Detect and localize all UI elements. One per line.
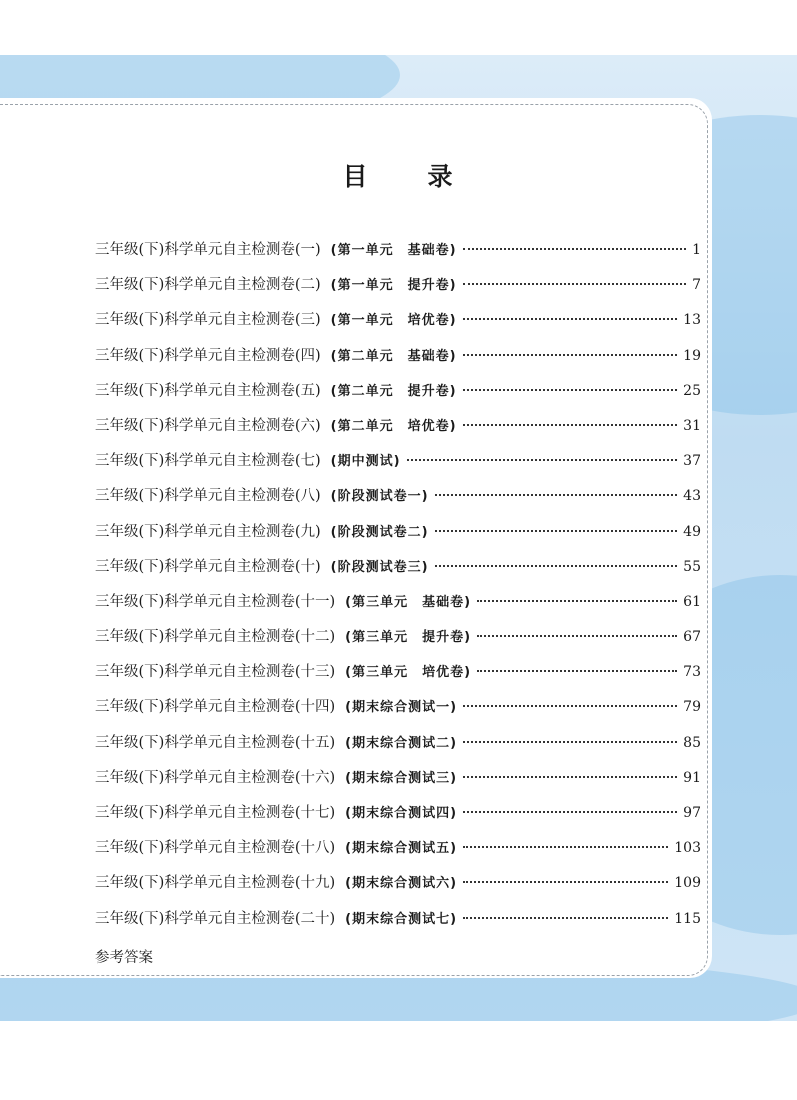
table-of-contents <box>95 238 701 942</box>
toc-entry[interactable] <box>95 590 701 625</box>
toc-entry[interactable] <box>95 520 701 555</box>
toc-dot-leader <box>463 248 687 250</box>
toc-page-number: 91 <box>683 769 701 786</box>
toc-page-number: 31 <box>683 417 701 434</box>
toc-dot-leader <box>463 389 678 391</box>
toc-page-number: 103 <box>674 840 701 857</box>
toc-page-number: 25 <box>683 382 701 399</box>
toc-page-number: 109 <box>674 875 701 892</box>
toc-entry[interactable] <box>95 273 701 308</box>
toc-entry-subtitle: (期末综合测试三) <box>345 770 458 786</box>
toc-entry[interactable] <box>95 660 701 695</box>
toc-entry-subtitle: (第一单元 提升卷) <box>330 278 457 294</box>
toc-page-number: 1 <box>692 242 701 258</box>
toc-entry[interactable] <box>95 731 701 766</box>
toc-entry[interactable] <box>95 766 701 801</box>
toc-entry-title: 三年级(下)科学单元自主检测卷(十九) <box>95 875 336 892</box>
toc-entry-subtitle: (第一单元 基础卷) <box>330 243 457 258</box>
toc-entry-subtitle: (第三单元 基础卷) <box>345 594 472 610</box>
toc-entry-subtitle: (第二单元 培优卷) <box>330 418 457 434</box>
toc-entry-title: 三年级(下)科学单元自主检测卷(三) <box>95 312 321 329</box>
toc-dot-leader <box>463 917 668 919</box>
toc-entry-subtitle: (阶段测试卷二) <box>330 524 429 540</box>
toc-dot-leader <box>435 494 678 496</box>
toc-entry-subtitle: (期末综合测试二) <box>345 735 458 751</box>
answers-entry[interactable]: 参考答案 <box>95 950 153 966</box>
toc-entry-title: 三年级(下)科学单元自主检测卷(十一) <box>95 593 336 610</box>
toc-entry[interactable] <box>95 449 701 484</box>
toc-entry-subtitle: (期中测试) <box>330 454 401 470</box>
toc-dot-leader <box>463 705 677 707</box>
toc-page-number: 61 <box>683 593 701 610</box>
toc-dot-leader <box>463 846 668 848</box>
toc-dot-leader <box>463 354 678 356</box>
toc-entry-subtitle: (阶段测试卷三) <box>330 559 429 575</box>
toc-dot-leader <box>477 670 677 672</box>
toc-dot-leader <box>435 565 678 567</box>
toc-entry-title: 三年级(下)科学单元自主检测卷(四) <box>95 347 321 364</box>
toc-entry-subtitle: (第一单元 培优卷) <box>330 313 457 329</box>
toc-entry[interactable] <box>95 484 701 519</box>
toc-entry-title: 三年级(下)科学单元自主检测卷(二十) <box>95 910 336 927</box>
toc-entry[interactable] <box>95 414 701 449</box>
toc-entry-title: 三年级(下)科学单元自主检测卷(六) <box>95 417 321 434</box>
toc-entry-title: 三年级(下)科学单元自主检测卷(十三) <box>95 664 336 681</box>
toc-entry[interactable] <box>95 344 701 379</box>
toc-entry-title: 三年级(下)科学单元自主检测卷(一) <box>95 242 321 258</box>
toc-entry[interactable] <box>95 907 701 942</box>
toc-entry-subtitle: (第三单元 培优卷) <box>345 665 472 681</box>
toc-dot-leader <box>435 530 678 532</box>
toc-page-number: 19 <box>683 347 701 364</box>
toc-page-number: 79 <box>683 699 701 716</box>
page-title <box>0 157 797 193</box>
toc-page-number: 13 <box>683 312 701 329</box>
toc-dot-leader <box>463 424 678 426</box>
toc-dot-leader <box>463 776 677 778</box>
toc-entry-subtitle: (第二单元 基础卷) <box>330 348 457 364</box>
toc-page-number: 73 <box>683 664 701 681</box>
toc-entry[interactable] <box>95 871 701 906</box>
toc-entry-title: 三年级(下)科学单元自主检测卷(八) <box>95 488 321 505</box>
toc-entry-subtitle: (期末综合测试六) <box>345 876 458 892</box>
toc-dot-leader <box>463 283 687 285</box>
toc-entry-title: 三年级(下)科学单元自主检测卷(十二) <box>95 629 336 646</box>
toc-entry-subtitle: (期末综合测试七) <box>345 911 458 927</box>
toc-entry-subtitle: (第三单元 提升卷) <box>345 630 472 646</box>
toc-page-number: 43 <box>683 488 701 505</box>
toc-entry-title: 三年级(下)科学单元自主检测卷(十) <box>95 558 321 575</box>
toc-entry[interactable] <box>95 308 701 343</box>
toc-dot-leader <box>463 881 668 883</box>
toc-dot-leader <box>477 635 677 637</box>
toc-dot-leader <box>463 811 677 813</box>
toc-entry-title: 三年级(下)科学单元自主检测卷(十八) <box>95 840 336 857</box>
toc-entry-subtitle: (期末综合测试一) <box>345 700 458 716</box>
toc-entry-title: 三年级(下)科学单元自主检测卷(九) <box>95 523 321 540</box>
toc-page-number: 49 <box>683 523 701 540</box>
toc-entry-title: 三年级(下)科学单元自主检测卷(十五) <box>95 734 336 751</box>
toc-page-number: 115 <box>674 910 701 927</box>
toc-dot-leader <box>463 741 677 743</box>
toc-entry[interactable] <box>95 836 701 871</box>
toc-entry[interactable] <box>95 625 701 660</box>
title-char: 录 <box>427 162 455 191</box>
toc-entry-title: 三年级(下)科学单元自主检测卷(十六) <box>95 769 336 786</box>
toc-entry-subtitle: (第二单元 提升卷) <box>330 383 457 399</box>
toc-dot-leader <box>407 459 678 461</box>
toc-entry-title: 三年级(下)科学单元自主检测卷(十七) <box>95 805 336 821</box>
toc-page-number: 85 <box>683 734 701 751</box>
toc-entry[interactable] <box>95 379 701 414</box>
toc-entry-subtitle: (阶段测试卷一) <box>330 489 429 505</box>
toc-entry[interactable] <box>95 555 701 590</box>
toc-entry[interactable] <box>95 238 701 273</box>
toc-entry-subtitle: (期末综合测试五) <box>345 841 458 857</box>
toc-entry-title: 三年级(下)科学单元自主检测卷(二) <box>95 277 321 294</box>
toc-dot-leader <box>463 318 678 320</box>
toc-entry-title: 三年级(下)科学单元自主检测卷(五) <box>95 382 321 399</box>
title-char: 目 <box>342 162 370 191</box>
toc-page-number: 97 <box>683 805 701 821</box>
toc-entry[interactable] <box>95 801 701 836</box>
toc-entry-subtitle: (期末综合测试四) <box>345 806 458 821</box>
toc-entry-title: 三年级(下)科学单元自主检测卷(七) <box>95 453 321 470</box>
toc-page-number: 37 <box>683 453 701 470</box>
toc-page-number: 7 <box>692 277 701 294</box>
toc-entry-title: 三年级(下)科学单元自主检测卷(十四) <box>95 699 336 716</box>
toc-page-number: 55 <box>683 558 701 575</box>
toc-dot-leader <box>477 600 677 602</box>
toc-page-number: 67 <box>683 629 701 646</box>
toc-entry[interactable] <box>95 695 701 730</box>
